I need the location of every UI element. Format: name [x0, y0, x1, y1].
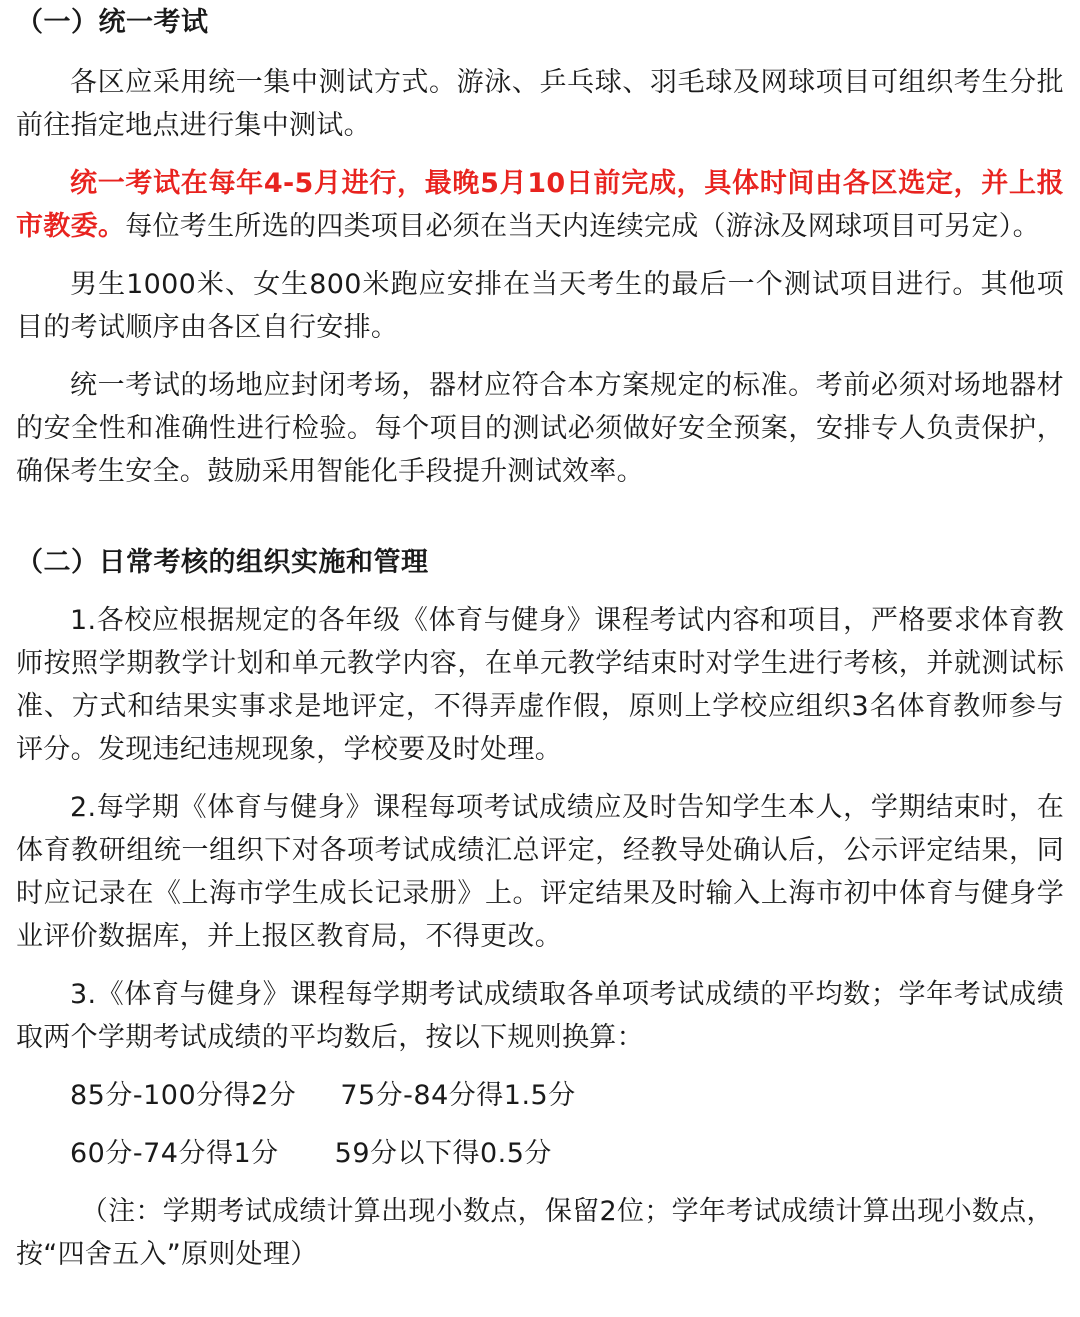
section-1-paragraph-3: 男生1000米、女生800米跑应安排在当天考生的最后一个测试项目进行。其他项目的考试顺序由各区自行安排。 — [16, 269, 1064, 343]
document-body — [16, 0, 1064, 1276]
score-rule-below-59: 59分以下得0.5分 — [334, 1138, 552, 1169]
score-rules-row-2 — [16, 1132, 1064, 1175]
highlighted-deadline-text: 统一考试在每年4-5月进行，最晚5月10日前完成，具体时间由各区选定，并上报市教委。 — [16, 168, 1064, 242]
score-rule-75-84: 75分-84分得1.5分 — [340, 1080, 576, 1111]
section-1-paragraph-2 — [16, 162, 1064, 248]
section-1-paragraph-1: 各区应采用统一集中测试方式。游泳、乒乓球、羽毛球及网球项目可组织考生分批前往指定地点进行集中测试。 — [16, 67, 1064, 141]
calculation-note: （注：学期考试成绩计算出现小数点，保留2位；学年考试成绩计算出现小数点，按“四舍五入”原则处理） — [16, 1196, 1054, 1270]
section-1-heading: （一）统一考试 — [16, 7, 209, 38]
score-rule-85-100: 85分-100分得2分 — [70, 1080, 297, 1111]
score-rule-60-74: 60分-74分得1分 — [70, 1138, 279, 1169]
section-2-item-1: 1.各校应根据规定的各年级《体育与健身》课程考试内容和项目，严格要求体育教师按照学期教学计划和单元教学内容，在单元教学结束时对学生进行考核，并就测试标准、方式和结果实事求是地评定，不得弄虚作假，原则上学校应组织3名体育教师参与评分。发现违纪违规现象，学校要及时处理。 — [16, 605, 1064, 765]
score-rules-row-1 — [16, 1074, 1064, 1117]
section-2-item-2: 2.每学期《体育与健身》课程每项考试成绩应及时告知学生本人，学期结束时，在体育教研组统一组织下对各项考试成绩汇总评定，经教导处确认后，公示评定结果，同时应记录在《上海市学生成长记录册》上。评定结果及时输入上海市初中体育与健身学业评价数据库，并上报区教育局，不得更改。 — [16, 792, 1064, 952]
section-2-heading: （二）日常考核的组织实施和管理 — [16, 547, 429, 578]
section-1-paragraph-4: 统一考试的场地应封闭考场，器材应符合本方案规定的标准。考前必须对场地器材的安全性和准确性进行检验。每个项目的测试必须做好安全预案，安排专人负责保护，确保考生安全。鼓励采用智能化手段提升测试效率。 — [16, 370, 1064, 487]
section-1-paragraph-2-rest: 每位考生所选的四类项目必须在当天内连续完成（游泳及网球项目可另定）。 — [125, 211, 1040, 242]
section-2-item-3: 3.《体育与健身》课程每学期考试成绩取各单项考试成绩的平均数；学年考试成绩取两个学期考试成绩的平均数后，按以下规则换算： — [16, 979, 1064, 1053]
